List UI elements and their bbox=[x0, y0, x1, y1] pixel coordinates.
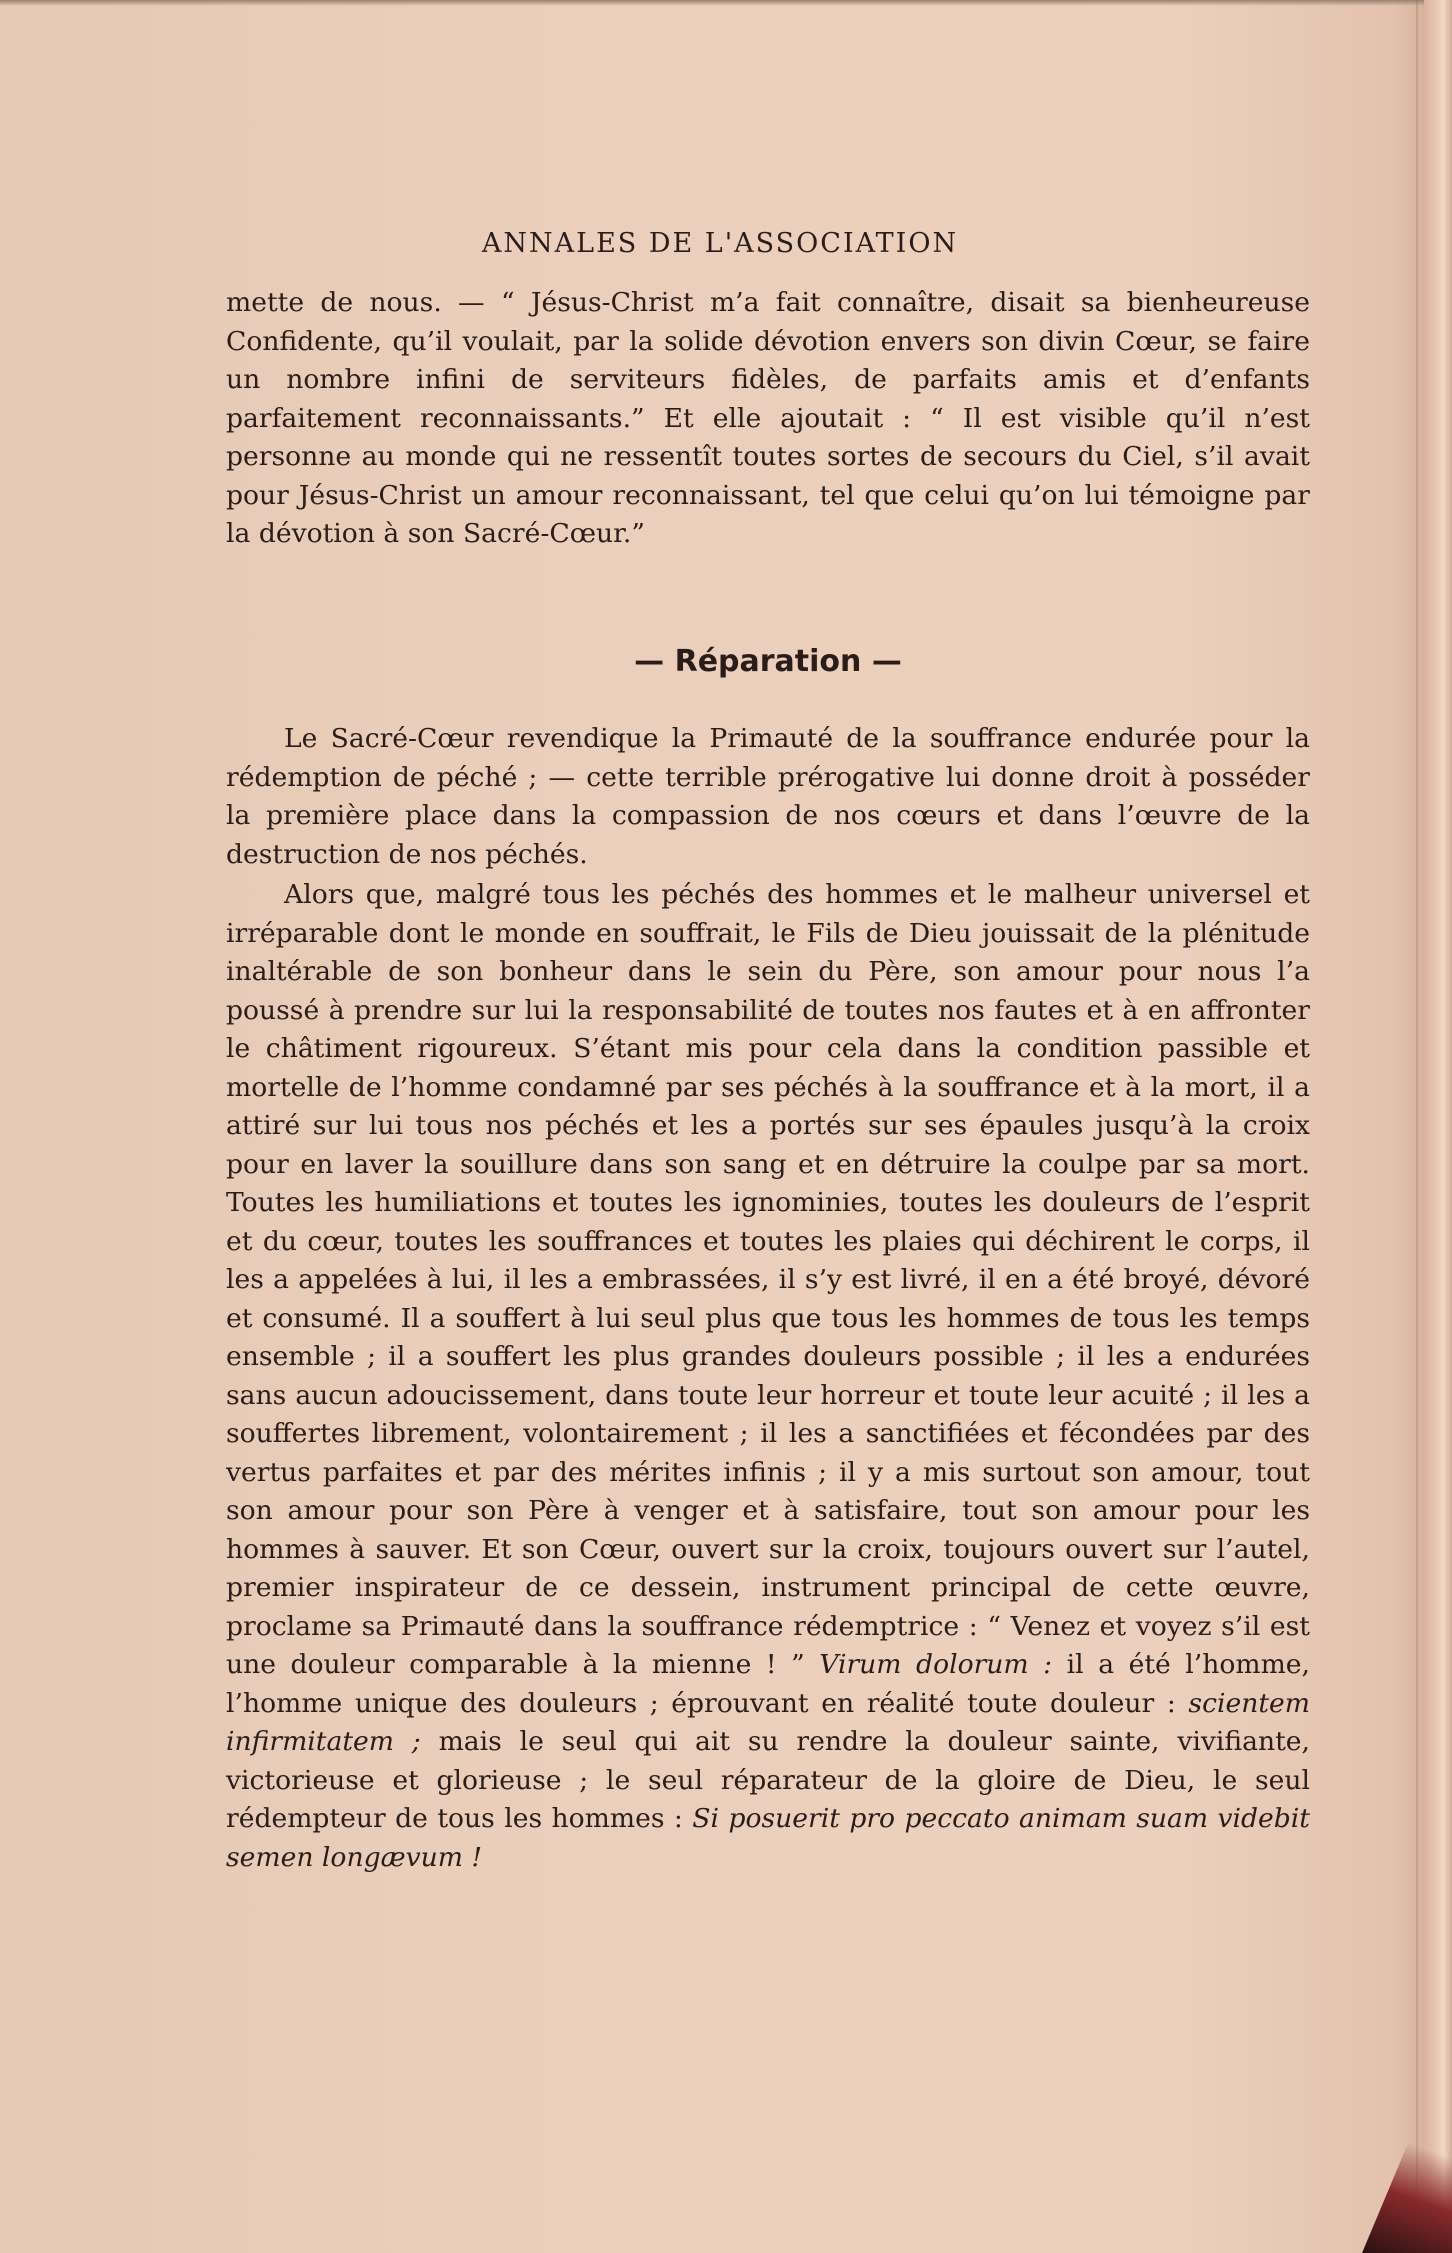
latin-quote-3: Si posuerit pro peccato animam suam videbit semen longævum ! bbox=[226, 1803, 1310, 1873]
corner-stain bbox=[1362, 2103, 1452, 2253]
paragraph-3-part-a: Alors que, malgré tous les péchés des hommes et le malheur universel et irréparable dont le monde en souffrait, le Fils de Dieu jouissait de la plénitude inaltérable de son bonheur dans le sein du Père, son amour pour nous l’a poussé à prendre sur lui la responsabilité de toutes nos fautes et à en affronter le châtiment rigoureux. S’étant mis pour cela dans la condition passible et mortelle de l’homme condamné par ses péchés à la souffrance et à la mort, il a attiré sur lui tous nos péchés et les a portés sur ses épaules jusqu’à la croix pour en laver la souillure dans son sang et en détruire la coulpe par sa mort. Toutes les humiliations et toutes les ignominies, toutes les douleurs de l’esprit et du cœur, toutes les souffrances et toutes les plaies qui déchirent le corps, il les a appelées à lui, il les a embrassées, il s’y est livré, il en a été broyé, dévoré et consumé. Il a souffert à lui seul plus que tous les hommes de tous les temps ensemble ; il a souffert les plus grandes douleurs possible ; il les a endurées sans aucun adoucissement, dans toute leur horreur et toute leur acuité ; il les a souffertes librement, volontairement ; il les a sanctifiées et fécondées par des vertus parfaites et par des mérites infinis ; il y a mis surtout son amour, tout son amour pour son Père à venger et à satisfaire, tout son amour pour les hommes à sauver. Et son Cœur, ouvert sur la croix, toujours ouvert sur l’autel, premier inspirateur de ce dessein, instrument principal de cette œuvre, proclame sa Primauté dans la souffrance rédemptrice : “ Venez et voyez s’il est une douleur comparable à la mienne ! ” bbox=[226, 879, 1310, 1680]
running-header: ANNALES DE L'ASSOCIATION bbox=[481, 228, 959, 259]
page-right-edge bbox=[1424, 0, 1452, 2253]
binding-shadow bbox=[1416, 0, 1418, 2253]
paragraph-1: mette de nous. — “ Jésus-Christ m’a fait connaître, disait sa bienheureuse Confidente, qu’il voulait, par la solide dévotion envers son divin Cœur, se faire un nombre infini de serviteurs fidèles, de parfaits amis et d’enfants parfaitement reconnaissants.” Et elle ajoutait : “ Il est visible qu’il n’est personne au monde qui ne ressentît toutes sortes de secours du Ciel, s’il avait pour Jésus-Christ un amour reconnaissant, tel que celui qu’on lui témoigne par la dévotion à son Sacré-Cœur.” bbox=[226, 287, 1310, 549]
latin-quote-2: scientem infirmitatem ; bbox=[226, 1687, 1310, 1757]
paragraph-3 bbox=[226, 876, 1310, 1877]
paragraph-2: Le Sacré-Cœur revendique la Primauté de la souffrance endurée pour la rédemption de péché ; — cette terrible prérogative lui donne droit à posséder la première place dans la compassion de nos cœurs et dans l’œuvre de la destruction de nos péchés. bbox=[226, 723, 1310, 870]
section-title: — Réparation — bbox=[634, 644, 902, 679]
paragraph-3-part-c: mais le seul qui ait su rendre la douleur sainte, vivifiante, victorieuse et glorieuse ; le seul réparateur de la gloire de Dieu, le seul rédempteur de tous les hommes : bbox=[226, 1726, 1310, 1834]
page-top-edge bbox=[0, 0, 1452, 6]
latin-quote-1: Virum dolorum : bbox=[819, 1649, 1053, 1680]
paragraph-3-part-b: il a été l’homme, l’homme unique des douleurs ; éprouvant en réalité toute douleur : bbox=[226, 1649, 1310, 1719]
